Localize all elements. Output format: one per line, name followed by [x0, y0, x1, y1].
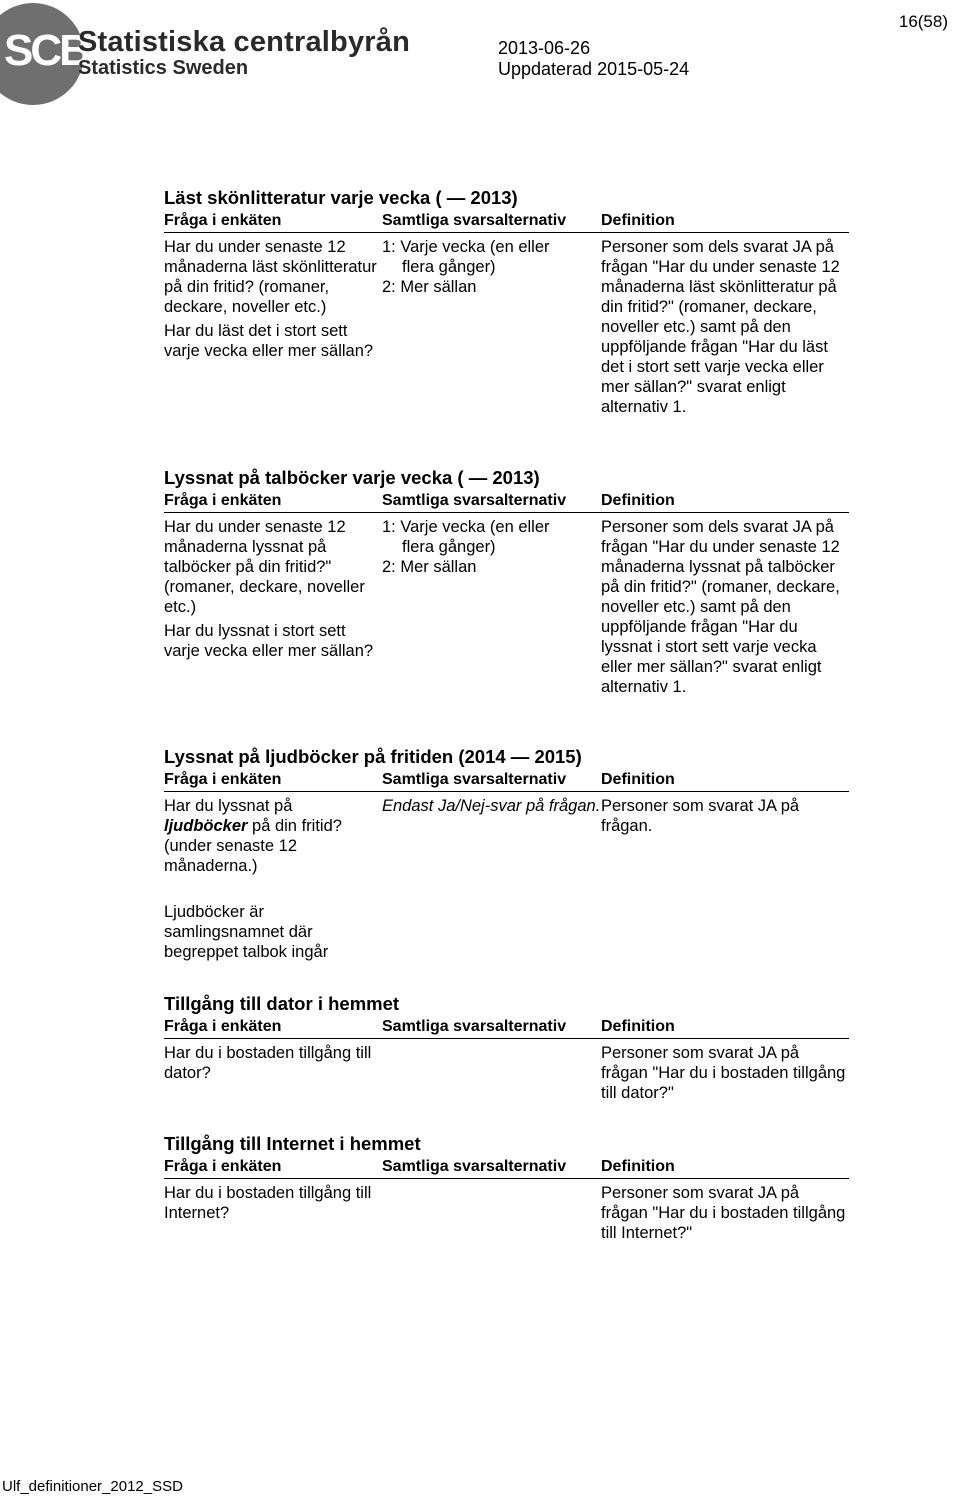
column-header-definition: Definition	[601, 771, 675, 788]
column-header-question: Fråga i enkäten	[164, 492, 282, 509]
column-header-options: Samtliga svarsalternativ	[382, 1018, 567, 1035]
scb-logo-letters: SCB	[4, 26, 88, 75]
table-header	[164, 210, 849, 233]
section-title: Läst skönlitteratur varje vecka ( — 2013)	[164, 187, 518, 208]
option-1: 1: Varje vecka (en eller	[382, 238, 550, 256]
question-text: Har du under senaste 12 månaderna läst skönlitteratur på din fritid? (romaner, deckare, noveller etc.)	[164, 238, 377, 316]
question-text-start: Har du lyssnat på	[164, 797, 293, 815]
section-audiobooks	[164, 745, 849, 962]
org-name-english: Statistics Sweden	[78, 57, 249, 79]
table-row	[164, 1183, 849, 1243]
definition-text: Personer som svarat JA på frågan "Har du i bostaden tillgång till Internet?"	[601, 1184, 846, 1242]
definition-text: Personer som dels svarat JA på frågan "Har du under senaste 12 månaderna läst skönlitteratur på din fritid?" (romaner, deckare, noveller etc.) samt på den uppföljande frågan "Har du läst det i stort sett varje vecka eller mer sällan?" svarat enligt alternativ 1.	[601, 238, 840, 416]
section-title: Tillgång till dator i hemmet	[164, 993, 400, 1014]
audiobook-note: Ljudböcker är samlingsnamnet där begreppet talbok ingår	[164, 903, 329, 961]
table-header	[164, 490, 849, 513]
column-header-options: Samtliga svarsalternativ	[382, 212, 567, 229]
column-header-question: Fråga i enkäten	[164, 771, 282, 788]
section-computer-access	[164, 992, 849, 1103]
definition-text: Personer som dels svarat JA på frågan "Har du under senaste 12 månaderna lyssnat på talböcker på din fritid?" (romaner, deckare, noveller etc.) samt på den uppföljande frågan "Har du lyssnat i stort sett varje vecka eller mer sällan?" svarat enligt alternativ 1.	[601, 518, 840, 696]
org-name: Statistiska centralbyrån	[78, 26, 410, 58]
option-2: 2: Mer sällan	[382, 558, 477, 576]
column-header-definition: Definition	[601, 212, 675, 229]
column-header-question: Fråga i enkäten	[164, 212, 282, 229]
option-1: 1: Varje vecka (en eller	[382, 518, 550, 536]
section-talking-books	[164, 466, 849, 697]
column-header-definition: Definition	[601, 1158, 675, 1175]
page-number: 16(58)	[898, 12, 948, 31]
column-header-options: Samtliga svarsalternativ	[382, 771, 567, 788]
question-emphasis: ljudböcker	[164, 817, 248, 835]
option-1-continued: flera gånger)	[402, 538, 496, 556]
table-header	[164, 1156, 849, 1179]
option-1-continued: flera gånger)	[402, 258, 496, 276]
column-header-question: Fråga i enkäten	[164, 1158, 282, 1175]
definition-text: Personer som svarat JA på frågan.	[601, 797, 800, 835]
section-internet-access	[164, 1132, 849, 1243]
definition-text: Personer som svarat JA på frågan "Har du i bostaden tillgång till dator?"	[601, 1044, 846, 1102]
question-text: Har du under senaste 12 månaderna lyssnat på talböcker på din fritid?" (romaner, deckare, noveller etc.)	[164, 518, 365, 616]
followup-question-text: Har du läst det i stort sett varje vecka eller mer sällan?	[164, 322, 374, 360]
column-header-options: Samtliga svarsalternativ	[382, 1158, 567, 1175]
section-title: Lyssnat på talböcker varje vecka ( — 2013)	[164, 467, 540, 488]
section-title: Tillgång till Internet i hemmet	[164, 1133, 421, 1154]
document-date: 2013-06-26	[498, 38, 591, 58]
option-2: 2: Mer sällan	[382, 278, 477, 296]
question-text: Har du i bostaden tillgång till Internet?	[164, 1184, 372, 1222]
footer-filename: Ulf_definitioner_2012_SSD	[2, 1478, 183, 1495]
column-header-definition: Definition	[601, 1018, 675, 1035]
section-read-fiction	[164, 186, 849, 417]
column-header-options: Samtliga svarsalternativ	[382, 492, 567, 509]
options-text: Endast Ja/Nej-svar på frågan.	[382, 797, 601, 815]
section-title: Lyssnat på ljudböcker på fritiden (2014 — 2015)	[164, 746, 582, 767]
followup-question-text: Har du lyssnat i stort sett varje vecka eller mer sällan?	[164, 622, 374, 660]
table-header	[164, 1016, 849, 1039]
question-text-end: på din fritid? (under senaste 12 månaderna.)	[164, 817, 342, 875]
table-row	[164, 517, 849, 697]
updated-date: Uppdaterad 2015-05-24	[498, 59, 690, 79]
question-text	[164, 796, 382, 876]
table-row	[164, 237, 849, 417]
table-row	[164, 1043, 849, 1103]
column-header-definition: Definition	[601, 492, 675, 509]
question-text: Har du i bostaden tillgång till dator?	[164, 1044, 372, 1082]
table-row	[164, 796, 849, 876]
table-header	[164, 769, 849, 792]
column-header-question: Fråga i enkäten	[164, 1018, 282, 1035]
